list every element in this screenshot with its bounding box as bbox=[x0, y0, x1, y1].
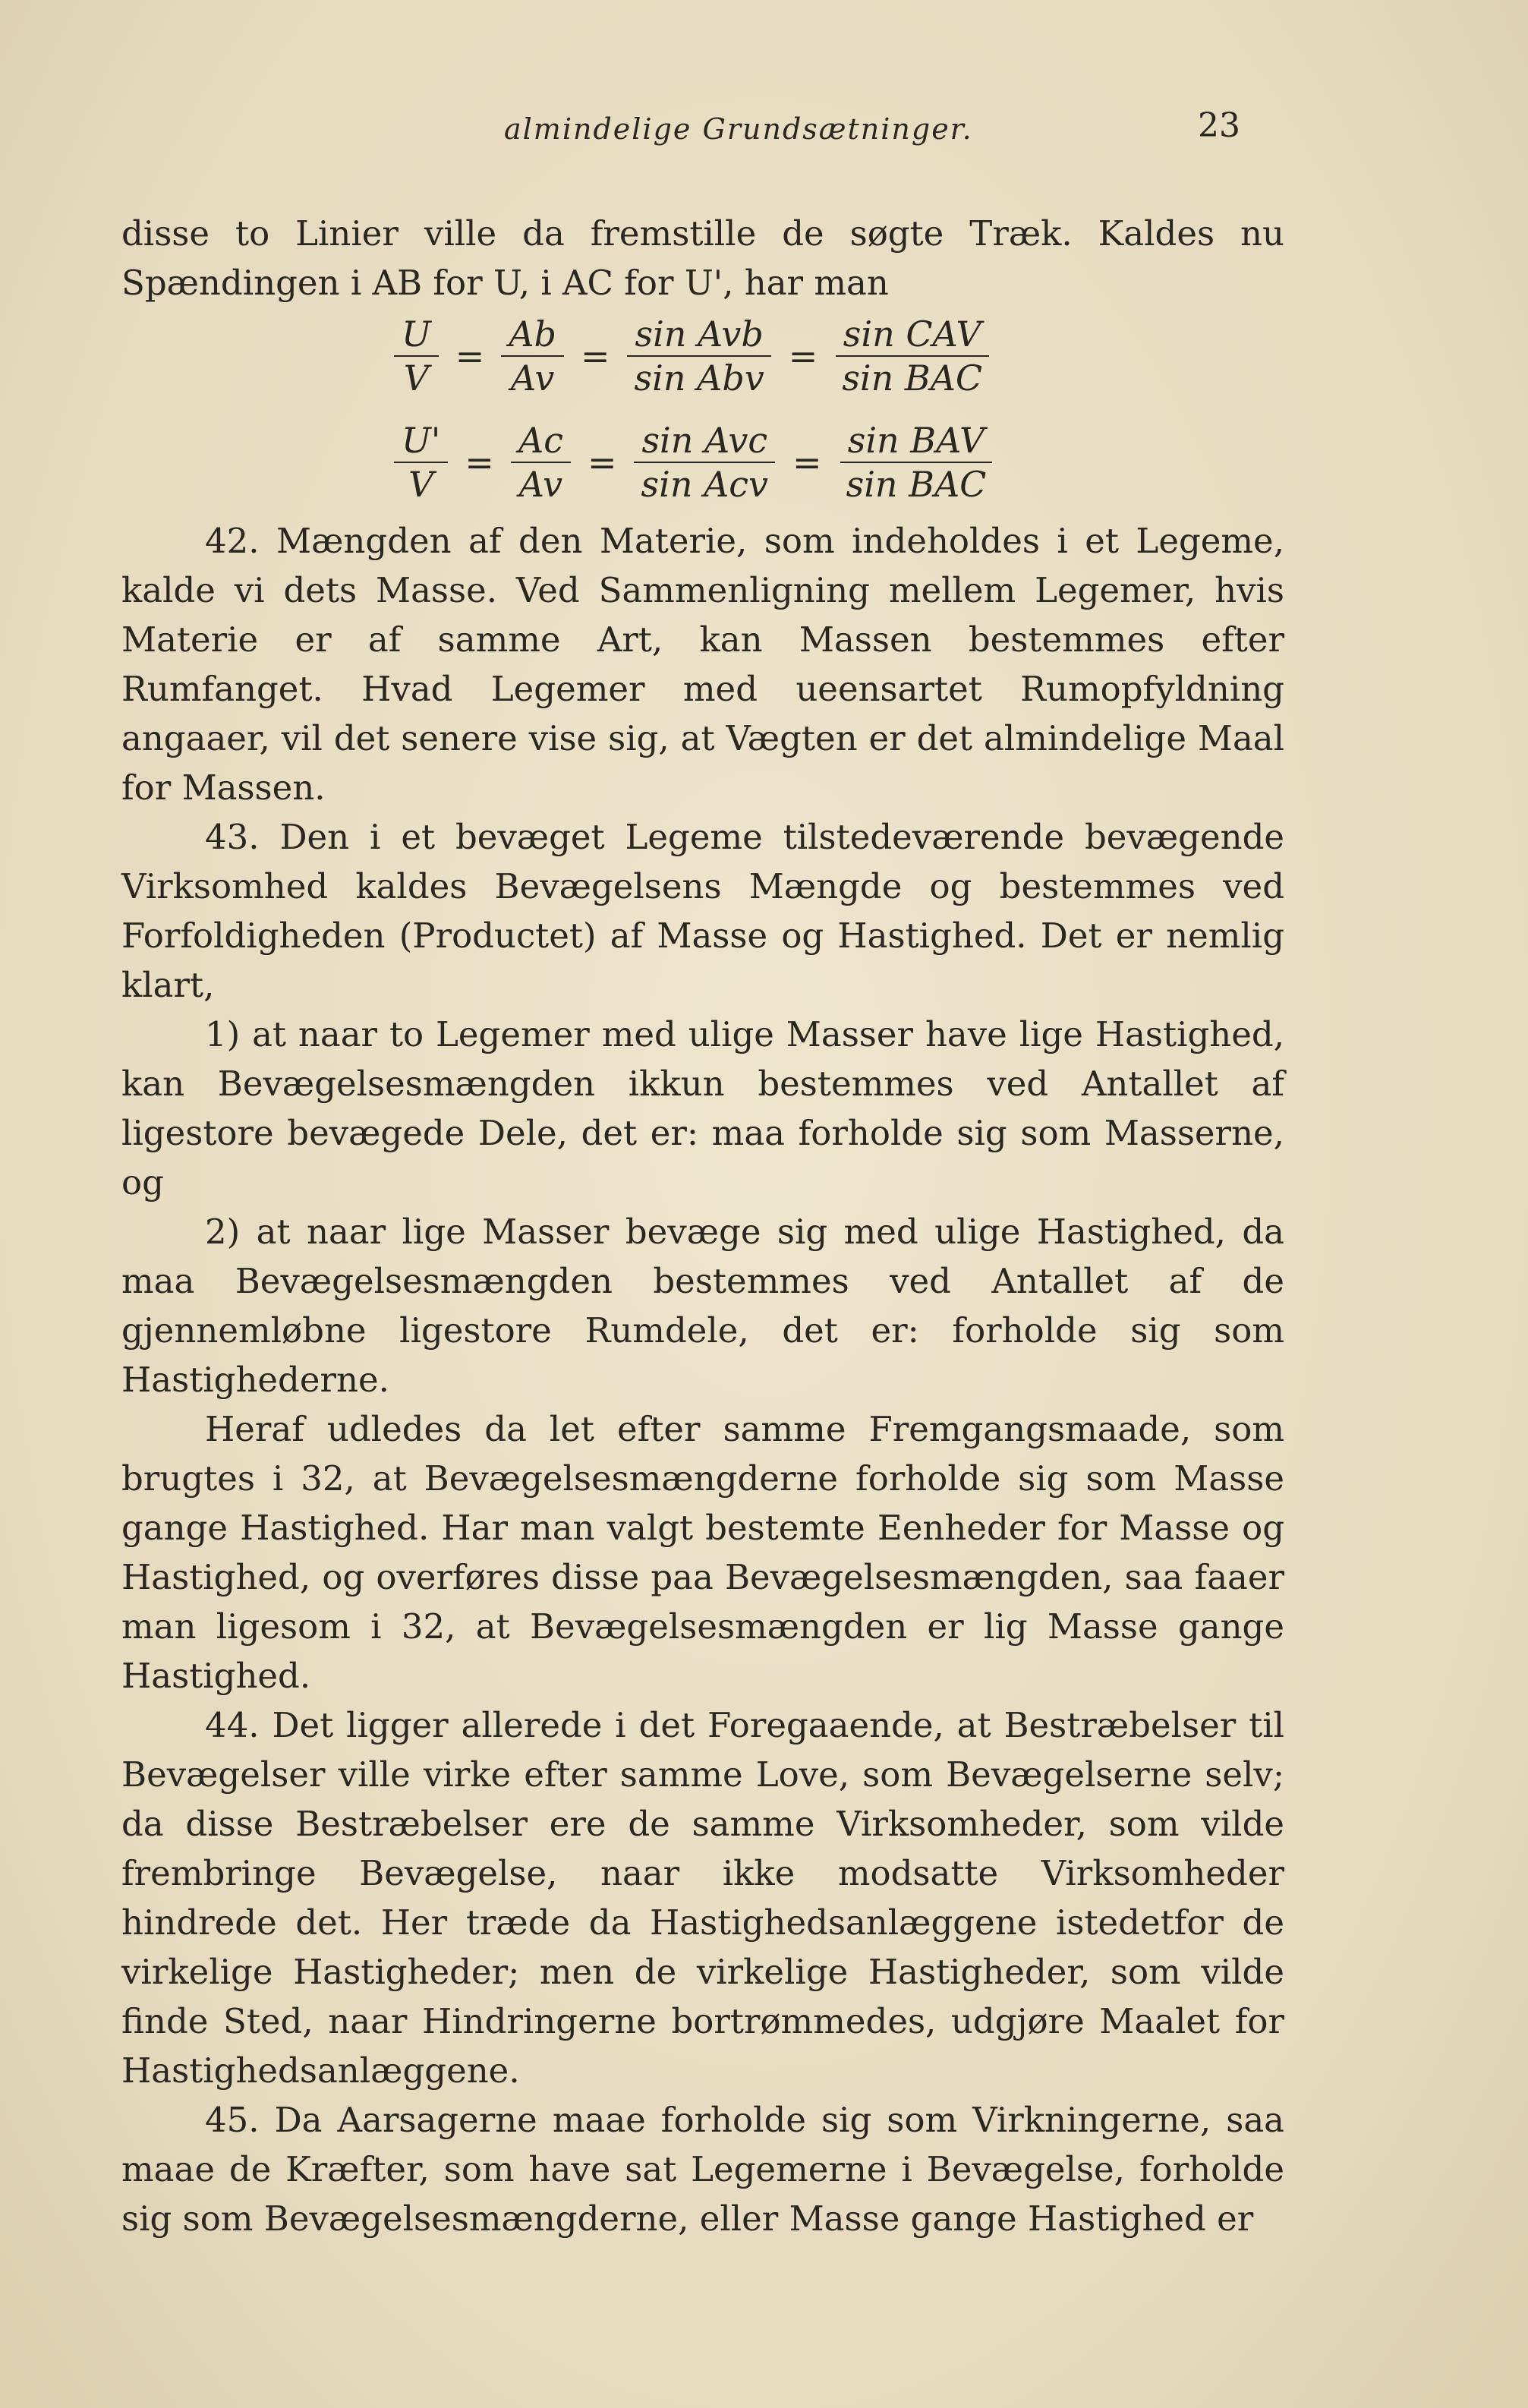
running-head bbox=[0, 106, 1528, 159]
numerator: sin Avc bbox=[634, 419, 775, 463]
running-head-title: almindelige Grundsætninger. bbox=[504, 112, 973, 146]
fraction bbox=[511, 419, 571, 506]
numerator: Ab bbox=[501, 313, 564, 357]
denominator: Av bbox=[518, 464, 563, 505]
section-45-paragraph: 45. Da Aarsagerne maae forholde sig som Virkningerne, saa maae de Kræfter, som have sat Legemerne i Bevægelse, forholde sig som Bevægelsesmængderne, eller Masse gange Hastighed er bbox=[121, 2100, 1284, 2239]
page-number: 23 bbox=[1198, 106, 1240, 145]
numerator: sin BAV bbox=[840, 419, 993, 463]
denominator: V bbox=[403, 358, 429, 399]
equals-sign: = bbox=[788, 335, 818, 377]
equals-sign: = bbox=[587, 441, 617, 483]
fraction bbox=[394, 419, 448, 506]
numerator: sin Avb bbox=[627, 313, 770, 357]
section-43-conclusion: Heraf udledes da let efter samme Fremgangsmaade, som brugtes i 32, at Bevægelsesmængderne forholde sig som Masse gange Hastighed. Har man valgt bestemte Eenheder for Masse og Hastighed, og overføres disse paa Bevægelsesmængden, saa faaer man ligesom i 32, at Bevægelsesmængden er lig Masse gange Hastighed. bbox=[121, 1409, 1284, 1696]
denominator: Av bbox=[510, 358, 555, 399]
section-43-paragraph: 43. Den i et bevæget Legeme tilstedeværende bevægende Virksomhed kaldes Bevægelsens Mængde og bestemmes ved Forfoldigheden (Productet) af Masse og Hastighed. Det er nemlig klart, bbox=[121, 817, 1284, 1005]
numerator: U' bbox=[394, 419, 448, 463]
numerator: U bbox=[394, 313, 439, 357]
formula-block bbox=[121, 310, 1284, 512]
denominator: sin Abv bbox=[634, 358, 764, 399]
fraction bbox=[634, 419, 777, 506]
equals-sign: = bbox=[455, 335, 485, 377]
fraction bbox=[834, 313, 990, 399]
fraction bbox=[394, 313, 439, 399]
fraction bbox=[501, 313, 564, 399]
denominator: V bbox=[408, 464, 434, 505]
denominator: sin BAC bbox=[846, 464, 987, 505]
section-42-paragraph: 42. Mængden af den Materie, som indeholdes i et Legeme, kalde vi dets Masse. Ved Sammenligning mellem Legemer, hvis Materie er af samme Art, kan Massen bestemmes efter Rumfanget. Hvad Legemer med ueensartet Rumopfyldning angaaer, vil det senere vise sig, at Vægten er det almindelige Maal for Massen. bbox=[121, 521, 1284, 808]
formula-row-1 bbox=[383, 310, 1000, 402]
numerator: Ac bbox=[511, 419, 571, 463]
equals-sign: = bbox=[792, 441, 822, 483]
fraction bbox=[627, 313, 772, 399]
denominator: sin BAC bbox=[842, 358, 983, 399]
fraction bbox=[839, 419, 994, 506]
section-44-paragraph: 44. Det ligger allerede i det Foregaaende, at Bestræbelser til Bevægelser ville virke efter samme Love, som Bevægelserne selv; da disse Bestræbelser ere de samme Virksomheder, som vilde frembringe Bevægelse, naar ikke modsatte Virksomheder hindrede det. Her træde da Hastighedsanlæggene istedetfor de virkelige Hastigheder; men de virkelige Hastigheder, som vilde finde Sted, naar Hindringerne bortrømmedes, udgjøre Maalet for Hastighedsanlæggene. bbox=[121, 1705, 1284, 2091]
denominator: sin Acv bbox=[641, 464, 769, 505]
section-43-point-2: 2) at naar lige Masser bevæge sig med ulige Hastighed, da maa Bevægelsesmængden bestemmes ved Antallet af de gjennemløbne ligestore Rumdele, det er: forholde sig som Hastighederne. bbox=[121, 1212, 1284, 1400]
section-43-point-1: 1) at naar to Legemer med ulige Masser have lige Hastighed, kan Bevægelsesmængden ikkun bestemmes ved Antallet af ligestore bevægede Dele, det er: maa forholde sig som Masserne, og bbox=[121, 1014, 1284, 1202]
page-body bbox=[121, 209, 1284, 2243]
formula-row-2 bbox=[383, 417, 1004, 508]
equals-sign: = bbox=[465, 441, 494, 483]
numerator: sin CAV bbox=[836, 313, 989, 357]
equals-sign: = bbox=[581, 335, 610, 377]
intro-paragraph: disse to Linier ville da fremstille de søgte Træk. Kaldes nu Spændingen i AB for U, i AC for U', har man bbox=[121, 213, 1284, 303]
